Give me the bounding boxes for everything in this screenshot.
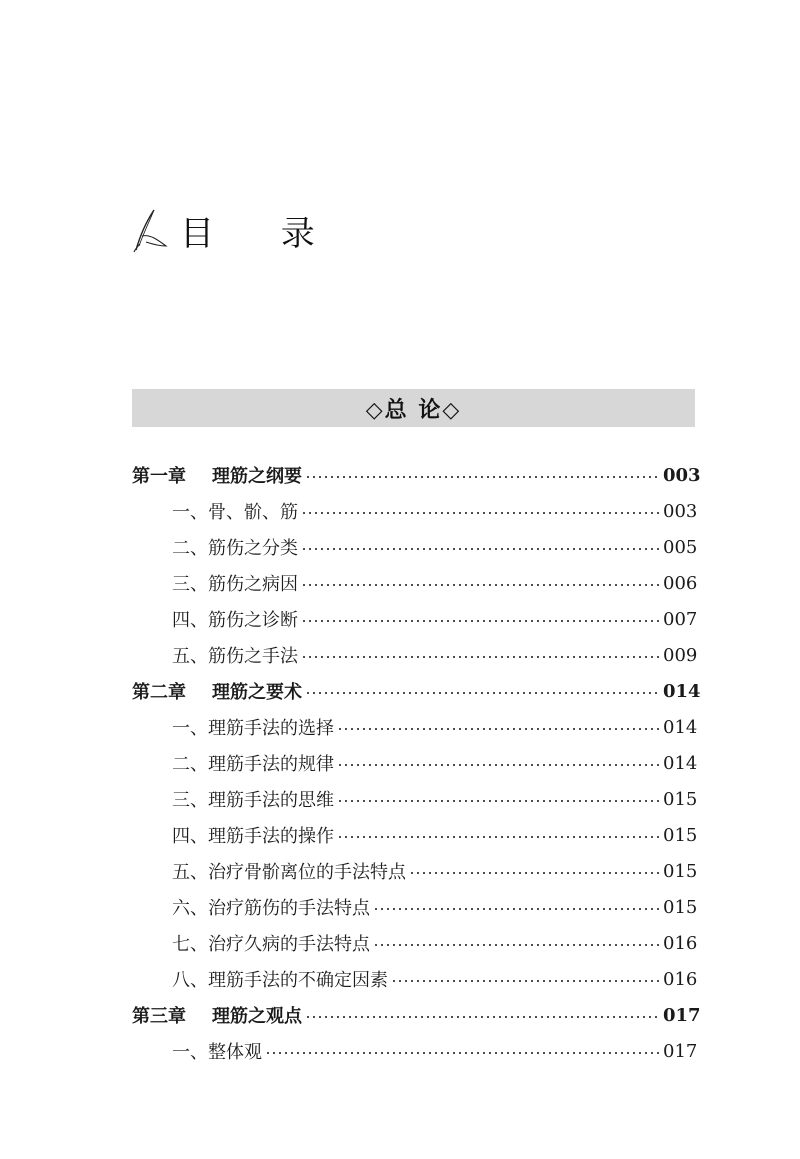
section-header: [132, 389, 695, 427]
toc-entry-label: 八、理筋手法的不确定因素: [172, 970, 388, 991]
leaf-icon: [130, 206, 174, 254]
dot-leader: [373, 943, 660, 947]
toc-chapter-row[interactable]: [132, 673, 701, 709]
toc-page-number: 006: [663, 572, 698, 594]
toc-section-row[interactable]: [132, 1033, 698, 1069]
toc-section-row[interactable]: [132, 709, 698, 745]
toc-page-number: 014: [663, 752, 698, 774]
table-of-contents: [132, 457, 701, 1069]
dot-leader: [337, 727, 660, 731]
toc-entry-label: 四、理筋手法的操作: [172, 826, 334, 847]
toc-entry-label: 五、筋伤之手法: [172, 646, 298, 667]
toc-page-number: 005: [663, 536, 698, 558]
toc-entry-label: 理筋之观点: [212, 1006, 302, 1027]
toc-entry-label: 五、治疗骨骱离位的手法特点: [172, 862, 406, 883]
toc-entry-label: 六、治疗筋伤的手法特点: [172, 898, 370, 919]
section-title: ◇总 论◇: [365, 396, 462, 423]
toc-page-number: 015: [663, 860, 698, 882]
toc-page-number: 014: [663, 716, 698, 738]
toc-section-row[interactable]: [132, 601, 698, 637]
dot-leader: [301, 619, 660, 623]
dot-leader: [301, 655, 660, 659]
toc-page-number: 016: [663, 968, 698, 990]
toc-section-row[interactable]: [132, 961, 698, 997]
dot-leader: [305, 1015, 660, 1019]
toc-section-row[interactable]: [132, 637, 698, 673]
toc-page-number: 017: [663, 1004, 701, 1026]
title-text: 目 录: [180, 213, 343, 254]
toc-entry-label: 七、治疗久病的手法特点: [172, 934, 370, 955]
toc-page-number: 016: [663, 932, 698, 954]
toc-page-number: 015: [663, 788, 698, 810]
dot-leader: [265, 1051, 660, 1055]
dot-leader: [391, 979, 660, 983]
toc-entry-label: 一、骨、骱、筋: [172, 502, 298, 523]
toc-chapter-number: 第一章: [132, 466, 186, 487]
toc-page-number: 003: [663, 500, 698, 522]
toc-chapter-row[interactable]: [132, 997, 701, 1033]
toc-entry-label: 二、理筋手法的规律: [172, 754, 334, 775]
toc-section-row[interactable]: [132, 529, 698, 565]
toc-entry-label: 理筋之纲要: [212, 466, 302, 487]
toc-entry-label: 三、筋伤之病因: [172, 574, 298, 595]
dot-leader: [301, 547, 660, 551]
toc-section-row[interactable]: [132, 925, 698, 961]
toc-chapter-number: 第三章: [132, 1006, 186, 1027]
toc-page-number: 014: [663, 680, 701, 702]
toc-page-number: 009: [663, 644, 698, 666]
toc-section-row[interactable]: [132, 565, 698, 601]
toc-section-row[interactable]: [132, 493, 698, 529]
dot-leader: [337, 799, 660, 803]
dot-leader: [337, 835, 660, 839]
toc-section-row[interactable]: [132, 853, 698, 889]
toc-section-row[interactable]: [132, 745, 698, 781]
toc-entry-label: 理筋之要术: [212, 682, 302, 703]
dot-leader: [305, 475, 660, 479]
dot-leader: [305, 691, 660, 695]
toc-page-number: 007: [663, 608, 698, 630]
dot-leader: [409, 871, 660, 875]
toc-entry-label: 一、整体观: [172, 1042, 262, 1063]
toc-chapter-number: 第二章: [132, 682, 186, 703]
dot-leader: [373, 907, 660, 911]
dot-leader: [301, 583, 660, 587]
dot-leader: [337, 763, 660, 767]
toc-entry-label: 二、筋伤之分类: [172, 538, 298, 559]
toc-section-row[interactable]: [132, 781, 698, 817]
toc-page-number: 015: [663, 824, 698, 846]
toc-entry-label: 一、理筋手法的选择: [172, 718, 334, 739]
toc-section-row[interactable]: [132, 889, 698, 925]
toc-section-row[interactable]: [132, 817, 698, 853]
toc-page-number: 015: [663, 896, 698, 918]
toc-page-number: 003: [663, 464, 701, 486]
toc-entry-label: 四、筋伤之诊断: [172, 610, 298, 631]
toc-page-number: 017: [663, 1040, 698, 1062]
toc-chapter-row[interactable]: [132, 457, 701, 493]
toc-entry-label: 三、理筋手法的思维: [172, 790, 334, 811]
dot-leader: [301, 511, 660, 515]
page-title: [130, 205, 343, 255]
